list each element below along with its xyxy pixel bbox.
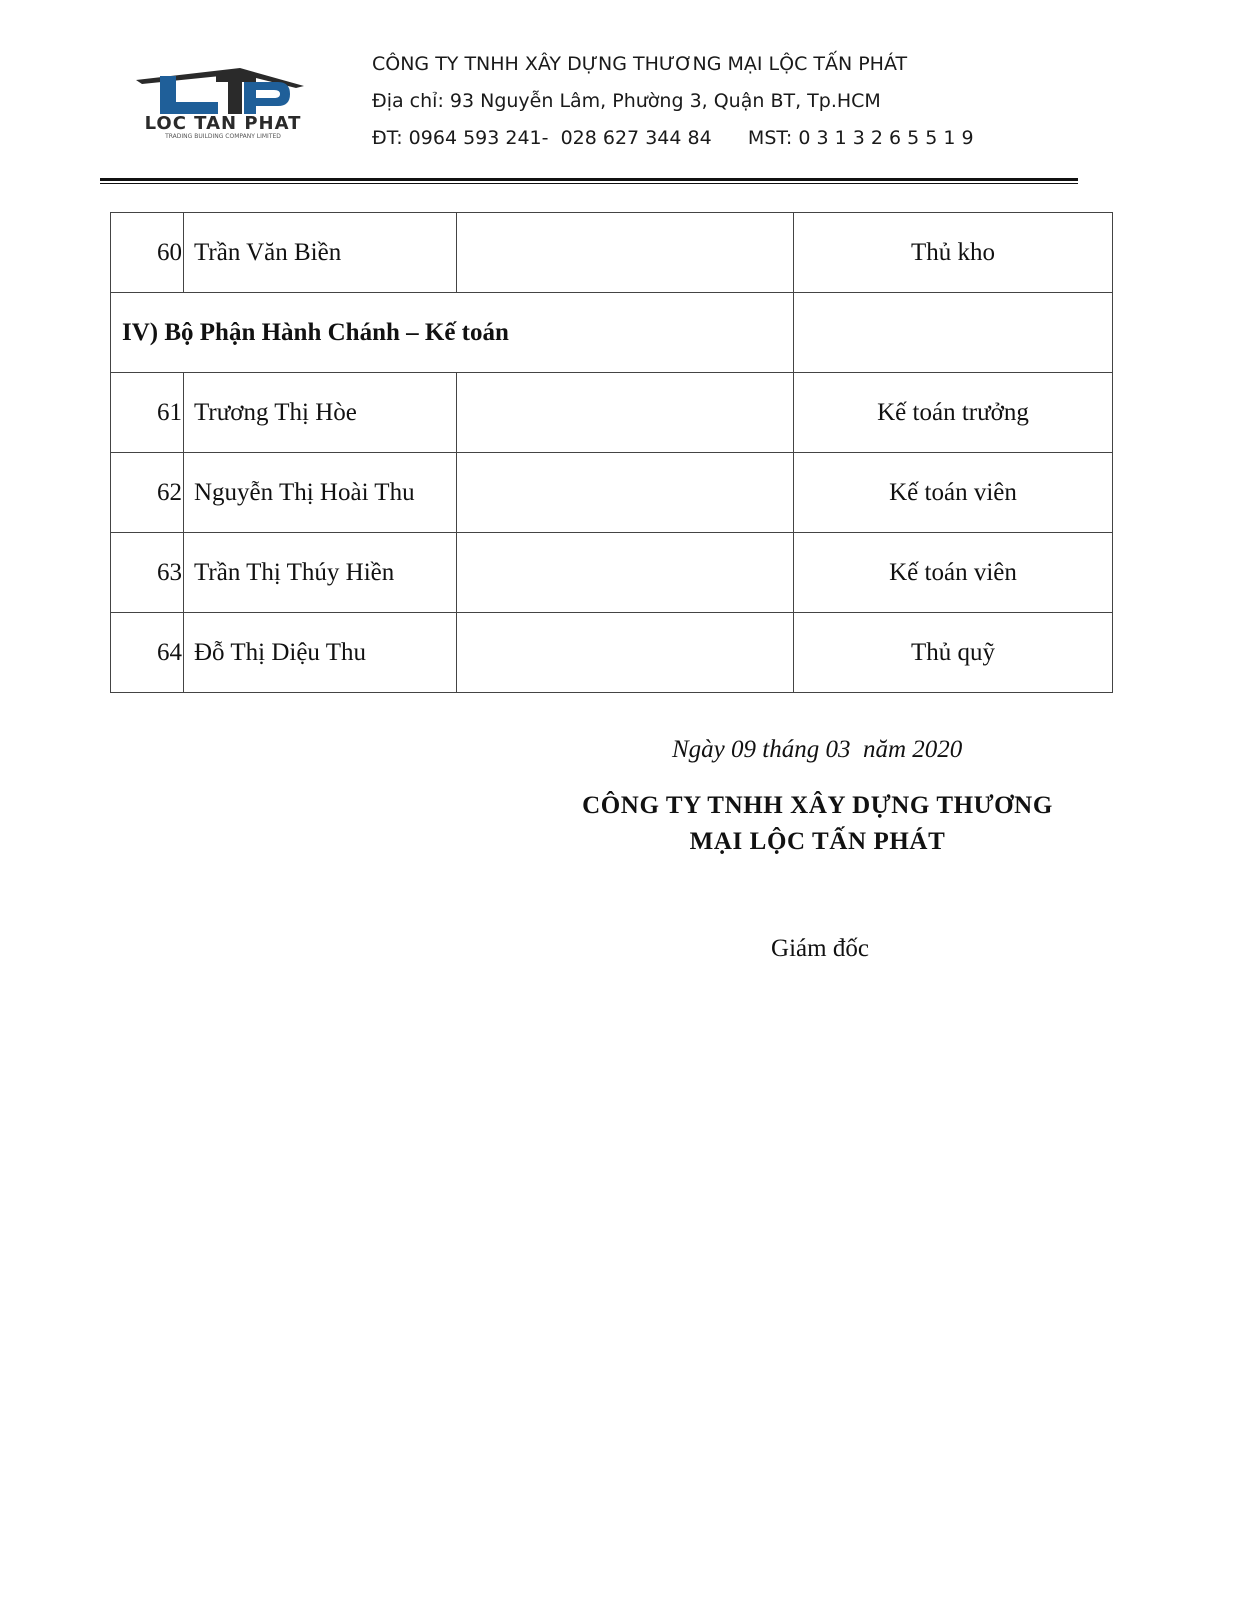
- employee-name: Trương Thị Hòe: [184, 373, 457, 453]
- company-name: CÔNG TY TNHH XÂY DỰNG THƯƠNG MẠI LỘC TẤN PHÁT: [372, 53, 908, 75]
- employee-role: Thủ quỹ: [794, 613, 1113, 693]
- empty-cell: [457, 213, 794, 293]
- row-number: 61: [111, 373, 184, 453]
- employee-name: Đỗ Thị Diệu Thu: [184, 613, 457, 693]
- signature-company-line1: CÔNG TY TNHH XÂY DỰNG THƯƠNG: [582, 792, 1053, 819]
- table-row: [111, 453, 1113, 533]
- logo-t-stem: [228, 74, 242, 114]
- logo-brand-text: LOC TAN PHAT: [144, 113, 302, 134]
- employee-role: Kế toán trưởng: [794, 373, 1113, 453]
- table-row: [111, 613, 1113, 693]
- signing-date: Ngày 09 tháng 03 năm 2020: [672, 736, 963, 763]
- table-row: [111, 213, 1113, 293]
- empty-cell: [457, 533, 794, 613]
- company-phone: ĐT: 0964 593 241- 028 627 344 84: [372, 127, 712, 149]
- employee-role: Thủ kho: [794, 213, 1113, 293]
- company-tax-code: MST: 0 3 1 3 2 6 5 5 1 9: [747, 127, 974, 149]
- header-rule-thick: [100, 178, 1078, 181]
- signature-company: [560, 788, 1075, 860]
- row-number: 64: [111, 613, 184, 693]
- company-header: [372, 50, 974, 161]
- company-contact-line: [372, 124, 974, 161]
- employee-name: Trần Văn Biền: [184, 213, 457, 293]
- empty-cell: [457, 373, 794, 453]
- employee-name: Trần Thị Thúy Hiền: [184, 533, 457, 613]
- row-number: 63: [111, 533, 184, 613]
- header-rule-thin: [100, 183, 1078, 184]
- table-row: [111, 533, 1113, 613]
- table-row: [111, 373, 1113, 453]
- employee-role: Kế toán viên: [794, 453, 1113, 533]
- logo-tagline-text: TRADING BUILDING COMPANY LIMITED: [165, 133, 281, 140]
- empty-cell: [457, 613, 794, 693]
- empty-cell: [457, 453, 794, 533]
- empty-cell: [794, 293, 1113, 373]
- employee-name: Nguyễn Thị Hoài Thu: [184, 453, 457, 533]
- company-logo: [108, 62, 338, 142]
- company-address: Địa chỉ: 93 Nguyễn Lâm, Phường 3, Quận BT, Tp.HCM: [372, 90, 881, 112]
- row-number: 62: [111, 453, 184, 533]
- section-row: [111, 293, 1113, 373]
- signature-company-line2: MẠI LỘC TẤN PHÁT: [689, 828, 946, 855]
- staff-table: [110, 212, 1113, 693]
- director-title: Giám đốc: [771, 935, 869, 962]
- employee-role: Kế toán viên: [794, 533, 1113, 613]
- row-number: 60: [111, 213, 184, 293]
- section-heading: IV) Bộ Phận Hành Chánh – Kế toán: [111, 293, 794, 373]
